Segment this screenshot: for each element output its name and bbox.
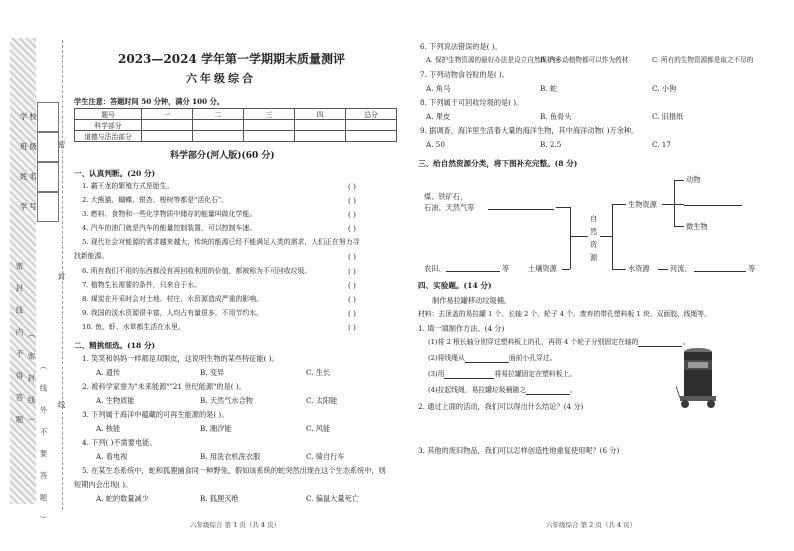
judge-item: 6. 所有我们不用的东西都没有再回收利用的价值，都被称为不可回收垃圾。 <box>82 267 312 275</box>
choice-q7: 7. 下列动物食谷粒的是( )。 <box>420 70 509 79</box>
science-heading: 科学部分(河人版)(60 分) <box>170 151 275 161</box>
judge-answer-paren[interactable]: ( ) <box>348 182 356 191</box>
choice-q6: 6. 下列说法错误的是( )。 <box>420 42 502 51</box>
classify-center-3: 资 <box>590 240 598 249</box>
score-header: 四 <box>295 109 346 120</box>
score-cell[interactable] <box>346 131 397 142</box>
choice-q4: 4. 下列( )不需要电能。 <box>82 438 157 447</box>
option[interactable]: B. 狐狸灭绝 <box>200 494 239 503</box>
choice-q5: 5. 在某生态系统中，蛇和狐狸捕食同一种野兔，假如该系统的蛇突然出现在这个生态系统中，则 <box>82 466 386 475</box>
option[interactable]: B. 许多动植物都可以作为药材 <box>540 56 629 64</box>
judge-answer-paren[interactable]: ( ) <box>348 295 356 304</box>
seal-mark-xian: 线 <box>58 400 66 409</box>
diagram-line <box>556 207 570 208</box>
footer-page-1: 六年级综合 第 1 页（共 4 页） <box>190 521 281 529</box>
classify-center-1: 自 <box>590 214 598 223</box>
classify-etc-1: 等 <box>502 264 510 273</box>
student-notice: 学生注意：答题时间 50 分钟，满分 100 分。 <box>74 97 225 106</box>
option[interactable]: B. 潮汐能 <box>200 424 232 433</box>
blank-water[interactable] <box>694 264 746 272</box>
option[interactable]: A. 蛇的数量减少 <box>96 494 149 503</box>
seal-note-1: 密 封 线 内 不 得 答 题 <box>15 262 24 429</box>
blank-land[interactable] <box>446 264 500 272</box>
blank-step-2[interactable] <box>465 355 509 363</box>
judge-answer-paren[interactable]: ( ) <box>348 267 356 276</box>
school-field[interactable] <box>37 102 59 132</box>
diagram-line <box>674 180 684 181</box>
judge-answer-paren[interactable]: ( ) <box>348 281 356 290</box>
diagram-line <box>674 204 684 205</box>
score-cell[interactable] <box>244 131 295 142</box>
choice-q5-cont: 短期内会出现( )。 <box>74 480 133 489</box>
blank-mineral[interactable] <box>488 202 554 210</box>
score-row-label: 道德与法治部分 <box>75 131 142 142</box>
diagram-line <box>674 180 675 226</box>
choice-q9: 9. 据调查，海洋里生活着大量的海洋生物，其中海洋动物( )万余种。 <box>420 126 639 135</box>
school-label: 学 校 <box>20 112 37 121</box>
diagram-line <box>562 269 570 270</box>
score-cell[interactable] <box>244 120 295 131</box>
option[interactable]: A. 果皮 <box>426 112 451 121</box>
class-field[interactable] <box>37 132 59 162</box>
judge-answer-paren[interactable]: ( ) <box>348 309 356 318</box>
experiment-sub3: 3. 其他的废旧物品，我们可以怎样创造性地重复使用呢？(6 分) <box>418 446 620 455</box>
classify-animal: 动物 <box>686 175 701 184</box>
exam-title: 2023—2024 学年第一学期期末质量测评 <box>118 52 345 66</box>
diagram-line <box>570 207 571 269</box>
score-header: 总分 <box>346 109 397 120</box>
classify-heading: 三、给自然资源分类，将下图补充完整。(8 分) <box>418 159 578 168</box>
blank-plant[interactable] <box>684 198 742 206</box>
judge-answer-paren[interactable]: ( ) <box>348 252 356 261</box>
exam-subtitle: 六年级综合 <box>186 72 256 85</box>
footer-page-2: 六年级综合 第 2 页（共 4 页） <box>546 521 637 529</box>
step-1: (1)将 2 根长轴分别穿过塑料板上的孔，再将 4 个轮子分别固定在轴的 。 <box>428 338 690 346</box>
option[interactable]: C. 所有的生物资源都是取之不尽的 <box>652 56 754 64</box>
diagram-line <box>662 204 674 205</box>
option[interactable]: A. 50 <box>426 140 445 149</box>
experiment-materials: 材料：去顶盖的易拉罐 1 个、长轴 2 个、轮子 4 个、废弃的带孔塑料板 1 块、双面胶、线绳等。 <box>418 310 711 318</box>
choice-q1: 1. 笑笑和妈妈一样都是双眼皮，这说明生物的某些特征能( )。 <box>82 354 279 363</box>
score-header: 一 <box>142 109 193 120</box>
option[interactable]: A. 看电视 <box>96 452 128 461</box>
option[interactable]: C. 骑自行车 <box>306 452 345 461</box>
choice-q8: 8. 下列属于可回收垃圾的是( )。 <box>420 98 524 107</box>
score-cell[interactable] <box>295 120 346 131</box>
score-cell[interactable] <box>193 120 244 131</box>
step-4: (4)拉起线绳，易拉罐垃圾桶随之 。 <box>428 386 577 394</box>
option[interactable]: C. 偏鼠大量死亡 <box>306 494 359 503</box>
score-cell[interactable] <box>346 120 397 131</box>
class-label: 班 级 <box>20 142 37 151</box>
classify-bio: 生物资源 <box>628 200 657 209</box>
judge-item: 2. 大熊猫、蝴蝶、银杏、梭树等都是"活化石"。 <box>82 196 229 204</box>
score-cell[interactable] <box>142 120 193 131</box>
score-header: 三 <box>244 109 295 120</box>
diagram-line <box>612 204 613 269</box>
classify-mineral-2: 石油、天然气等 <box>424 203 475 212</box>
judge-item: 1. 霸王龙的繁殖方式是胎生。 <box>82 182 174 190</box>
judge-item: 5. 现代社会对能源的需求越来越大，传统的能源已经不能满足人类的需求，人们正在努力寻 <box>82 238 360 246</box>
classify-center-4: 源 <box>590 253 598 262</box>
name-label: 姓 名 <box>20 172 37 181</box>
judge-item5-cont: 找新能源。 <box>74 252 109 260</box>
seal-mark-mi: 密 <box>58 140 66 149</box>
option[interactable]: B. 2.5 <box>540 140 562 149</box>
blank-step-3[interactable] <box>444 371 494 379</box>
diagram-line <box>612 269 626 270</box>
experiment-intro: 制作易拉罐移动垃圾桶。 <box>432 296 512 305</box>
choice-heading: 二、精挑细选。(18 分) <box>74 341 156 350</box>
classify-water: 水资源 <box>628 264 650 273</box>
classify-mineral-1: 煤、铁矿石、 <box>424 192 468 201</box>
experiment-sub2: 2. 通过上面的活动，我们可以得出什么结论？(4 分) <box>418 402 584 411</box>
classify-microbe: 微生物 <box>686 222 708 231</box>
experiment-sub1: 1. 填一填制作方法。(4 分) <box>418 324 505 333</box>
diagram-line <box>674 226 684 227</box>
diagram-line <box>658 269 668 270</box>
option[interactable]: A. 保护生物资源的最好办法是设立自然保护区 <box>426 56 561 64</box>
judge-answer-paren[interactable]: ( ) <box>348 224 356 233</box>
binding-margin <box>0 0 72 551</box>
option[interactable]: C. 小狗 <box>652 84 677 93</box>
choice-q2: 2. 被科学家誉为"未来能源""21 世纪能源"的是( )。 <box>82 382 246 391</box>
option[interactable]: B. 用洗衣机洗衣服 <box>200 452 261 461</box>
judge-item: 7. 植物生长需要的条件，只来自于水。 <box>82 281 202 289</box>
name-field[interactable] <box>37 162 59 192</box>
option[interactable]: C. 太阳能 <box>306 396 338 405</box>
diagram-line <box>600 236 612 237</box>
option[interactable]: B. 天然气水合物 <box>200 396 253 405</box>
blank-step-4[interactable] <box>526 387 570 395</box>
judge-item: 10. 鱼、虾、水草都生活在水里。 <box>82 323 185 331</box>
id-label: 学 号 <box>20 202 37 211</box>
classify-land: 土壤资源 <box>528 264 557 273</box>
judge-item: 8. 煤炭在开采时会对土地、村庄、水资源造成严重的影响。 <box>82 295 264 303</box>
score-cell[interactable] <box>193 131 244 142</box>
option[interactable]: A. 生物质能 <box>96 396 135 405</box>
score-row-label: 科学部分 <box>75 120 142 131</box>
option[interactable]: B. 蛇 <box>540 84 558 93</box>
judge-item: 9. 我国的淡水资源很丰富，人均占有量很多，不用节约水。 <box>82 309 264 317</box>
score-header: 题号 <box>75 109 142 120</box>
classify-river: 河流、 <box>670 264 692 273</box>
seal-mark-feng: 封 <box>58 272 66 281</box>
judge-answer-paren[interactable]: ( ) <box>348 196 356 205</box>
step-2: (2)将线绳从 面前小孔穿过。 <box>428 354 557 362</box>
option[interactable]: B. 变异 <box>200 368 225 377</box>
seal-note-3: （ 线 外 不 要 答 题 ） <box>39 362 48 529</box>
score-cell[interactable] <box>295 131 346 142</box>
experiment-heading: 四、实验题。(14 分) <box>418 281 492 290</box>
classify-farmland: 农田、 <box>424 264 446 273</box>
student-id-field[interactable] <box>37 192 59 222</box>
judge-heading: 一、认真判断。(20 分) <box>74 169 156 178</box>
seal-line <box>62 40 63 510</box>
judge-answer-paren[interactable]: ( ) <box>348 210 356 219</box>
trash-can-illustration <box>676 346 720 412</box>
option[interactable]: A. 核能 <box>96 424 121 433</box>
diagram-line <box>570 236 588 237</box>
seal-note-2: （ 密 封 线 ） <box>27 330 36 432</box>
option[interactable]: B. 鱼骨头 <box>540 112 572 121</box>
classify-etc-2: 等 <box>748 264 756 273</box>
score-table <box>74 108 397 142</box>
option[interactable]: C. 风能 <box>306 424 331 433</box>
classify-center-2: 然 <box>590 227 598 236</box>
score-cell[interactable] <box>142 131 193 142</box>
option[interactable]: C. 生长 <box>306 368 331 377</box>
choice-q3: 3. 下列属于海洋中蕴藏的可再生能源的是( )。 <box>82 410 229 419</box>
step-3: (3)用 将易拉罐固定在塑料板上。 <box>428 370 576 378</box>
judge-item: 3. 燃料、食物和一些化学物质中储存的能量叫做化学能。 <box>82 210 257 218</box>
option[interactable]: A. 遗传 <box>96 368 121 377</box>
option[interactable]: C. 17 <box>652 140 671 149</box>
diagram-line <box>612 204 626 205</box>
judge-answer-paren[interactable]: ( ) <box>348 323 356 332</box>
score-header: 二 <box>193 109 244 120</box>
judge-item: 4. 汽车的油门就是汽车的能量控制装置，可以控制车速。 <box>82 224 257 232</box>
option[interactable]: C. 旧报纸 <box>652 112 684 121</box>
option[interactable]: A. 角马 <box>426 84 451 93</box>
